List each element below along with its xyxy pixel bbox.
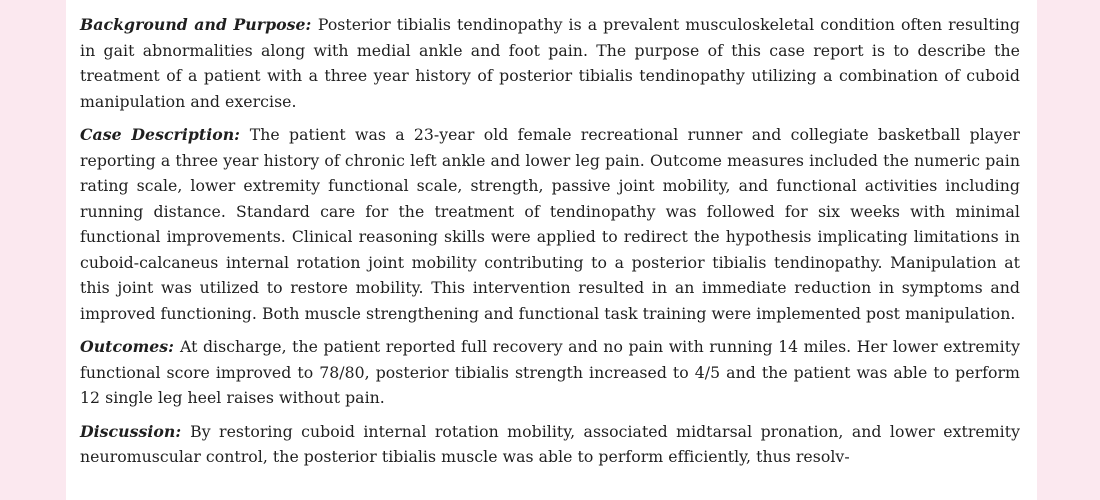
document-page (66, 0, 1037, 500)
background-purpose-paragraph (80, 12, 1020, 114)
outcomes-paragraph (80, 334, 1020, 411)
section-body: The patient was a 23-year old female recreational runner and collegiate basketball player reporting a three year history of chronic left ankle and lower leg pain. Outcome measures included the numeric pain rating scale, lower extremity functional scale, strength, passive joint mobility, and functional activities including running distance. Standard care for the treatment of tendinopathy was followed for six weeks with minimal functional improvements. Clinical reasoning skills were applied to redirect the hypothesis implicating limitations in cuboid-calcaneus internal rotation joint mobility contributing to a posterior tibialis tendinopathy. Manipulation at this joint was utilized to restore mobility. This intervention resulted in an immediate reduction in symptoms and improved functioning. Both muscle strengthening and functional task training were implemented post manipulation. (80, 125, 1020, 323)
case-description-paragraph (80, 122, 1020, 326)
section-heading: Discussion: (80, 421, 191, 441)
section-heading: Case Description: (80, 125, 250, 144)
section-body: Posterior tibialis tendinopathy is a prevalent musculoskeletal condition often resulting in gait abnormalities along with medial ankle and foot pain. The purpose of this case report is to describe the treatment of a patient with a three year history of posterior tibialis tendinopathy utilizing a combination of cuboid manipulation and exercise. (80, 15, 1021, 111)
abstract (80, 12, 1020, 478)
section-body: By restoring cuboid internal rotation mobility, associated midtarsal pronation, and lower extremity neuromuscular control, the posterior tibialis muscle was able to perform efficiently, thus resolv- (80, 421, 1020, 466)
discussion-paragraph (80, 419, 1020, 470)
left-margin (0, 0, 66, 500)
right-margin (1037, 0, 1100, 500)
section-heading: Background and Purpose: (80, 15, 318, 34)
section-heading: Outcomes: (80, 337, 180, 356)
section-body: At discharge, the patient reported full recovery and no pain with running 14 miles. Her lower extremity functional score improved to 78/80, posterior tibialis strength increased to 4/5 and the patient was able to perform 12 single leg heel raises without pain. (80, 337, 1020, 407)
